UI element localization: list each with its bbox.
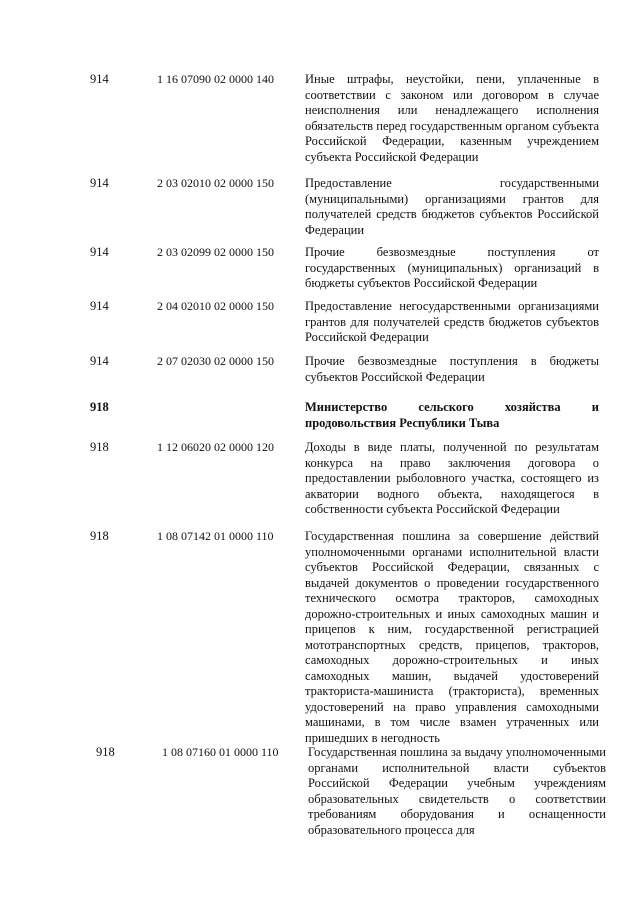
budget-classification-code: 2 03 02099 02 0000 150 (157, 245, 274, 259)
admin-code: 914 (90, 245, 109, 259)
income-description: Прочие безвозмездные поступления в бюджеты субъектов Российской Федерации (305, 354, 599, 384)
budget-classification-code: 1 16 07090 02 0000 140 (157, 72, 274, 86)
income-description: Прочие безвозмездные поступления от государственных (муниципальных) организаций в бюджеты субъектов Российской Федерации (305, 245, 599, 290)
admin-code: 918 (96, 745, 115, 759)
budget-classification-code: 1 08 07160 01 0000 110 (162, 745, 279, 759)
admin-code: 918 (90, 440, 109, 454)
income-description: Предоставление негосударственными организациями грантов для получателей средств бюджетов субъектов Российской Федерации (305, 299, 599, 344)
income-description: Государственная пошлина за совершение действий уполномоченными органами исполнительной власти субъектов Российской Федерации, связанных с выдачей документов о проведении государственного технического осмотра тракторов, самоходных дорожно-строительных и иных самоходных машин и прицепов к ним, государственной регистрацией мототранспортных средств, прицепов, тракторов, самоходных дорожно-строительных и иных самоходных машин, выдачей удостоверений тракториста-машиниста (тракториста), временных удостоверений на право управления самоходными машинами, в том числе взамен утраченных или пришедших в негодность (305, 529, 599, 745)
income-description: Доходы в виде платы, полученной по результатам конкурса на право заключения договора о предоставлении рыболовного участка, состоящего из акватории водного объекта, находящегося в собственности субъекта Российской Федерации (305, 440, 599, 516)
budget-classification-code: 2 03 02010 02 0000 150 (157, 176, 274, 190)
admin-code: 918 (90, 529, 109, 543)
budget-classification-code: 1 12 06020 02 0000 120 (157, 440, 274, 454)
ministry-name: Министерство сельского хозяйства и продовольствия Республики Тыва (305, 400, 599, 430)
budget-classification-code: 1 08 07142 01 0000 110 (157, 529, 274, 543)
admin-code: 914 (90, 176, 109, 190)
income-description: Иные штрафы, неустойки, пени, уплаченные в соответствии с законом или договором в случае неисполнения или ненадлежащего исполнения обязательств перед государственным органом субъекта Российской Федерации, казенным учреждением субъекта Российской Федерации (305, 72, 599, 164)
admin-code: 914 (90, 72, 109, 86)
budget-classification-code: 2 07 02030 02 0000 150 (157, 354, 274, 368)
admin-code: 914 (90, 299, 109, 313)
income-description: Государственная пошлина за выдачу уполномоченными органами исполнительной власти субъектов Российской Федерации учебным учреждениям образовательных свидетельств о соответствии требованиям оборудования и оснащенности образовательного процесса для (308, 745, 606, 837)
admin-code: 914 (90, 354, 109, 368)
budget-classification-code: 2 04 02010 02 0000 150 (157, 299, 274, 313)
income-description: Предоставление государственными (муниципальными) организациями грантов для получателей средств бюджетов субъектов Российской Федерации (305, 176, 599, 237)
ministry-code: 918 (90, 400, 109, 414)
